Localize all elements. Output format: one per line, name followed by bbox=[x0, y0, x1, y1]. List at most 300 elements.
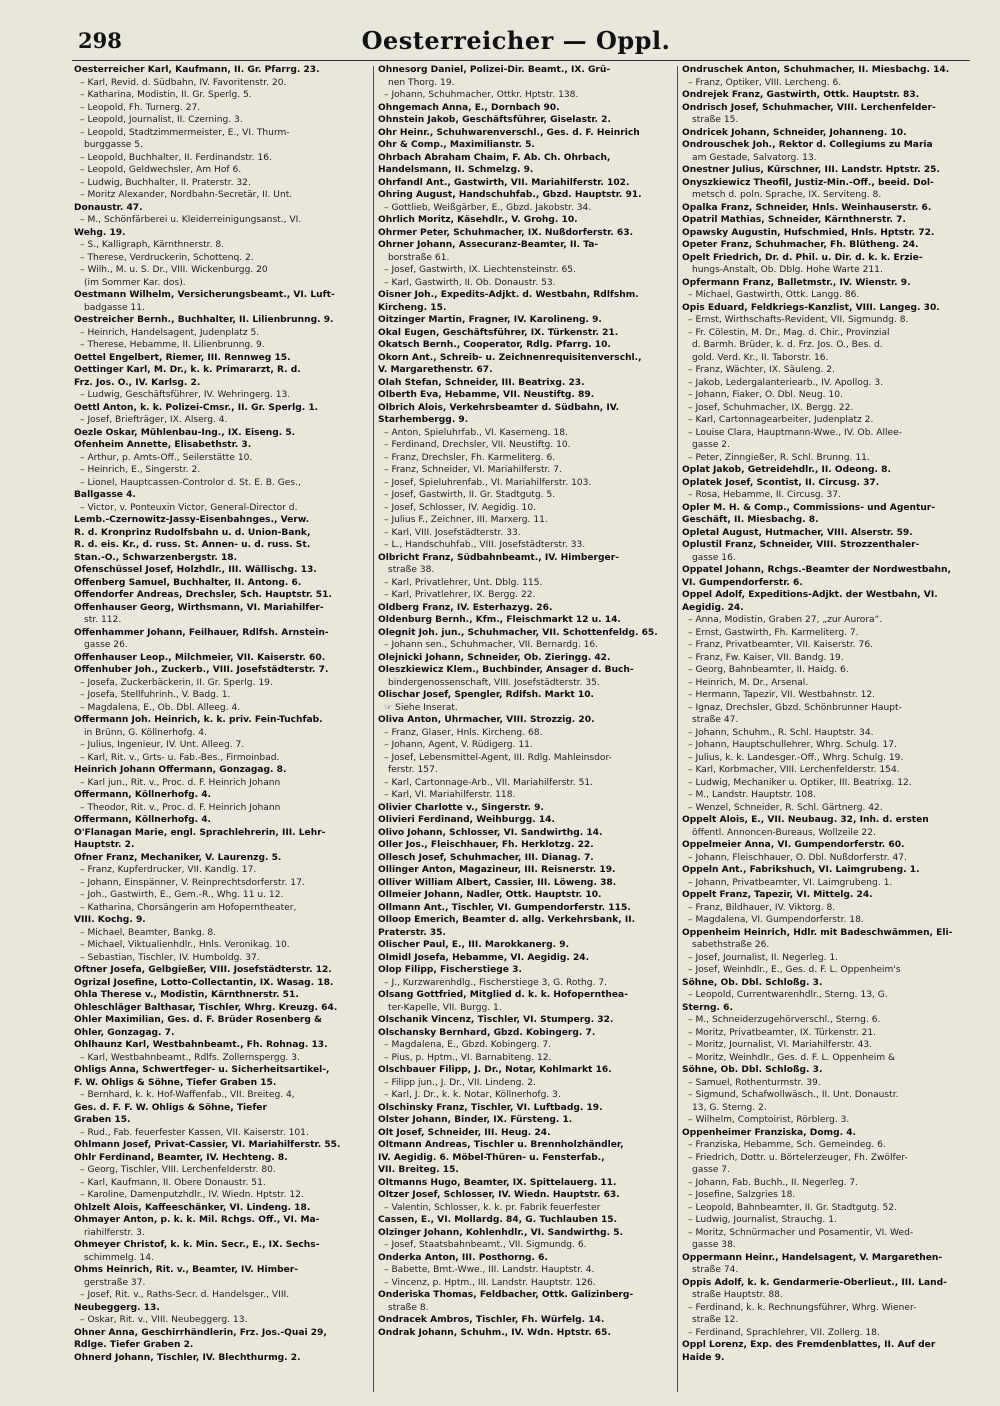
directory-entry-line: burggasse 5. bbox=[84, 140, 143, 150]
directory-entry-line: Ohnesorg Daniel, Polizei-Dir. Beamt., IX. Grü- bbox=[378, 65, 611, 75]
directory-entry-line: Wehg. 19. bbox=[74, 227, 126, 238]
page-header bbox=[72, 26, 960, 62]
header-rule bbox=[72, 60, 970, 61]
directory-entry-line: – Josef, Rit. v., Raths-Secr. d. Handelsger., VIII. bbox=[80, 1290, 290, 1300]
directory-entry-line: – Babette, Bmt.-Wwe., III. Landstr. Hauptstr. 4. bbox=[384, 1265, 595, 1275]
directory-entry-line: Rdlge. Tiefer Graben 2. bbox=[74, 1340, 194, 1350]
directory-entry-line: Ohleschläger Balthasar, Tischler, Whrg. Kreuzg. 64. bbox=[74, 1002, 338, 1013]
directory-entry-line: – Leopold, Fh. Turnerg. 27. bbox=[80, 102, 201, 113]
directory-entry-line: VII. Breiteg. 15. bbox=[378, 1165, 459, 1175]
directory-entry-line: – Josef, Gastwirth, II. Gr. Stadtgutg. 5. bbox=[384, 490, 556, 500]
directory-entry-line: Haide 9. bbox=[682, 1352, 725, 1363]
directory-entry-line: Ohlr Ferdinand, Beamter, IV. Hechteng. 8. bbox=[74, 1152, 288, 1163]
directory-entry-line: – Wilh., M. u. S. Dr., VIII. Wickenburgg. 20 bbox=[80, 265, 268, 275]
directory-entry-line: gold. Verd. Kr., II. Taborstr. 16. bbox=[692, 352, 829, 363]
directory-entry-line: – Josef, Staatsbahnbeamt., VII. Sigmundg. 6. bbox=[384, 1240, 587, 1250]
directory-entry-line: Oettinger Karl, M. Dr., k. k. Primararzt, R. d. bbox=[74, 365, 301, 375]
directory-entry-line: Oppelt Franz, Tapezir, VI. Mittelg. 24. bbox=[682, 890, 873, 900]
directory-entry-line: Oplat Jakob, Getreidehdlr., II. Odeong. 8. bbox=[682, 465, 891, 475]
directory-entry-line: – Karl, VI. Mariahilferstr. 118. bbox=[384, 790, 516, 800]
directory-entry-line: – Franz, Privatbeamter, VII. Kaiserstr. 76. bbox=[688, 640, 874, 650]
directory-entry-line: Ondrouschek Joh., Rektor d. Collegiums zu Maria bbox=[682, 140, 933, 150]
directory-entry-line: – Jakob, Ledergalanteriearb., IV. Apollog. 3. bbox=[688, 377, 884, 388]
directory-entry-line: Aegidig. 24. bbox=[682, 602, 744, 613]
directory-entry-line: Donaustr. 47. bbox=[74, 202, 143, 213]
directory-entry-line: Ondrejek Franz, Gastwirth, Ottk. Hauptstr. 83. bbox=[682, 90, 920, 100]
directory-entry-line: gerstraße 37. bbox=[84, 1277, 146, 1288]
directory-entry-line: – Therese, Hebamme, II. Lilienbrunng. 9. bbox=[80, 340, 265, 350]
directory-entry-line: Opfermann Franz, Balletmstr., IV. Wienstr. 9. bbox=[682, 277, 911, 288]
directory-entry-line: – Karl, Cartonnagearbeiter, Judenplatz 2. bbox=[688, 415, 874, 425]
directory-entry-line: Olischer Paul, E., III. Marokkanerg. 9. bbox=[378, 940, 570, 950]
directory-entry-line: – Karl, Kaufmann, II. Obere Donaustr. 51. bbox=[80, 1177, 266, 1188]
directory-entry-line: – Ferdinand, Drechsler, VII. Neustiftg. 10. bbox=[384, 440, 571, 450]
directory-entry-line: – Anna, Modistin, Graben 27, „zur Aurora“. bbox=[688, 615, 883, 625]
directory-entry-line: – Josef, Weinhdlr., E., Ges. d. F. L. Oppenheim's bbox=[688, 965, 901, 975]
directory-entry-line: – Sebastian, Tischler, IV. Humboldg. 37. bbox=[80, 952, 260, 963]
directory-entry-line: – Ferdinand, Sprachlehrer, VII. Zollerg. 18. bbox=[688, 1327, 880, 1338]
directory-entry-line: – Magdalena, VI. Gumpendorferstr. 18. bbox=[688, 915, 864, 925]
directory-entry-line: straße 8. bbox=[388, 1302, 429, 1313]
directory-entry-line: Oldenburg Bernh., Kfm., Fleischmarkt 12 u. 14. bbox=[378, 615, 621, 625]
directory-entry-line: gasse 38. bbox=[692, 1240, 736, 1250]
directory-entry-line: – Ludwig, Mechaniker u. Optiker, III. Beatrixg. 12. bbox=[688, 777, 912, 788]
directory-entry-line: – J., Kurzwarenhdlg., Fischerstiege 3, G. Rothg. 7. bbox=[384, 977, 608, 988]
directory-entry-line: – Bernhard, k. k. Hof-Waffenfab., VII. Breiteg. 4, bbox=[80, 1090, 295, 1100]
directory-entry-line: IV. Aegidig. 6. Möbel-Thüren- u. Fensterfab., bbox=[378, 1152, 605, 1163]
directory-entry-line: R. d. eis. Kr., d. russ. St. Annen- u. d. russ. St. bbox=[74, 540, 311, 550]
directory-entry-line: – Johann, Hauptschullehrer, Whrg. Schulg. 17. bbox=[688, 740, 897, 750]
directory-entry-line: Opeter Franz, Schuhmacher, Fh. Blütheng. 24. bbox=[682, 240, 919, 250]
directory-entry-line: Olschbauer Filipp, J. Dr., Notar, Kohlmarkt 16. bbox=[378, 1065, 612, 1075]
directory-entry-line: Opalka Franz, Schneider, Hnls. Weinhauserstr. 6. bbox=[682, 202, 932, 213]
directory-entry-line: Ohr & Comp., Maximilianstr. 5. bbox=[378, 140, 535, 150]
directory-entry-line: Oftner Josefa, Gelbgießer, VIII. Josefstädterstr. 12. bbox=[74, 965, 332, 975]
directory-entry-line: – Johann, Schuhm., R. Schl. Hauptstr. 34. bbox=[688, 727, 874, 738]
directory-entry-line: – Karl, Privatlehrer, Unt. Dblg. 115. bbox=[384, 577, 543, 588]
directory-column-1 bbox=[74, 64, 366, 1394]
directory-entry-line: Opatril Mathias, Schneider, Kärnthnerstr. 7. bbox=[682, 215, 906, 225]
directory-entry-line: – Karl, Cartonnage-Arb., VII. Mariahilferstr. 51. bbox=[384, 777, 594, 788]
directory-entry-line: – Josef, Gastwirth, IX. Liechtensteinstr. 65. bbox=[384, 265, 576, 275]
directory-entry-line: – Franz, Drechsler, Fh. Karmeliterg. 6. bbox=[384, 452, 556, 463]
directory-entry-line: Ohrner Johann, Assecuranz-Beamter, II. Ta- bbox=[378, 240, 599, 250]
directory-entry-line: Ondrak Johann, Schuhm., IV. Wdn. Hptstr. 65. bbox=[378, 1327, 611, 1338]
directory-entry-line: – Leopold, Stadtzimmermeister, E., VI. Thurm- bbox=[80, 127, 290, 138]
directory-entry-line: Ohler, Gonzagag. 7. bbox=[74, 1027, 175, 1038]
directory-entry-line: – Karl, Gastwirth, II. Ob. Donaustr. 53. bbox=[384, 277, 556, 288]
directory-entry-line: Ohrbach Abraham Chaim, F. Ab. Ch. Ohrbach, bbox=[378, 152, 611, 163]
directory-entry-line: – Karl, Privatlehrer, IX. Bergg. 22. bbox=[384, 590, 536, 600]
directory-entry-line: Oppenheimer Franziska, Domg. 4. bbox=[682, 1127, 856, 1138]
directory-entry-line: Olliver William Albert, Cassier, III. Löweng. 38. bbox=[378, 877, 617, 888]
running-title: Oesterreicher — Oppl. bbox=[361, 26, 671, 55]
directory-entry-line: Oppel Adolf, Expeditions-Adjkt. der Westbahn, VI. bbox=[682, 590, 938, 600]
directory-entry-line: Olivieri Ferdinand, Weihburgg. 14. bbox=[378, 815, 555, 825]
directory-entry-line: Ohner Anna, Geschirrhändlerin, Frz. Jos.-Quai 29, bbox=[74, 1327, 327, 1338]
directory-entry-line: straße 38. bbox=[388, 565, 435, 575]
directory-entry-line: – Hermann, Tapezir, VII. Westbahnstr. 12. bbox=[688, 690, 876, 700]
directory-entry-line: Oettel Engelbert, Riemer, III. Rennweg 15. bbox=[74, 352, 291, 363]
directory-entry-line: Ogrizal Josefine, Lotto-Collectantin, IX. Wasag. 18. bbox=[74, 977, 334, 988]
directory-entry-line: – Josef, Schuhmacher, IX. Bergg. 22. bbox=[688, 402, 854, 413]
directory-entry-line: Ohms Heinrich, Rit. v., Beamter, IV. Himber- bbox=[74, 1265, 299, 1275]
directory-entry-line: Offenhauser Georg, Wirthsmann, VI. Mariahilfer- bbox=[74, 602, 324, 613]
directory-entry-line: – Rosa, Hebamme, II. Circusg. 37. bbox=[688, 490, 841, 500]
directory-entry-line: straße 12. bbox=[692, 1315, 739, 1325]
directory-entry-line: – Michael, Viktualienhdlr., Hnls. Veronikag. 10. bbox=[80, 940, 290, 950]
directory-entry-line: Onyszkiewicz Theofil, Justiz-Min.-Off., beeid. Dol- bbox=[682, 177, 934, 188]
directory-entry-line: Olt Josef, Schneider, III. Heug. 24. bbox=[378, 1127, 551, 1138]
directory-entry-line: Olegnit Joh. jun., Schuhmacher, VII. Schottenfeldg. 65. bbox=[378, 627, 658, 638]
directory-entry-line: Onestner Julius, Kürschner, III. Landstr. Hptstr. 25. bbox=[682, 165, 940, 175]
directory-entry-line: – Josef, Briefträger, IX. Alserg. 4. bbox=[80, 415, 228, 425]
directory-entry-line: Olzinger Johann, Kohlenhdlr., VI. Sandwirthg. 5. bbox=[378, 1227, 624, 1238]
directory-entry-line: Ohmayer Anton, p. k. k. Mil. Rchgs. Off., VI. Ma- bbox=[74, 1215, 320, 1225]
directory-entry-line: – Josef, Journalist, II. Negerleg. 1. bbox=[688, 952, 839, 963]
directory-entry-line: Onderka Anton, III. Posthorng. 6. bbox=[378, 1252, 548, 1263]
directory-entry-line: – Josefa, Stellfuhrinh., V. Badg. 1. bbox=[80, 690, 231, 700]
directory-entry-line: – Michael, Gastwirth, Ottk. Langg. 86. bbox=[688, 290, 860, 300]
directory-entry-line: Offermann, Köllnerhofg. 4. bbox=[74, 815, 212, 825]
directory-entry-line: – Fr. Cölestin, M. Dr., Mag. d. Chir., Provinzial bbox=[688, 327, 890, 338]
directory-entry-line: Opis Eduard, Feldkriegs-Kanzlist, VIII. Langeg. 30. bbox=[682, 302, 940, 313]
directory-entry-line: Oller Jos., Fleischhauer, Fh. Herklotzg. 22. bbox=[378, 840, 594, 850]
directory-entry-line: Oppatel Johann, Rchgs.-Beamter der Nordwestbahn, bbox=[682, 565, 951, 575]
directory-entry-line: – M., Schönfärberei u. Kleiderreinigungsanst., VI. bbox=[80, 215, 302, 225]
directory-entry-line: – Ludwig, Geschäftsführer, IV. Wehringerg. 13. bbox=[80, 390, 291, 400]
directory-columns bbox=[74, 64, 984, 1394]
directory-entry-line: – Franz, Kupferdrucker, VII. Kandlg. 17. bbox=[80, 865, 257, 875]
directory-entry-line: Offenhauser Leop., Milchmeier, VII. Kaiserstr. 60. bbox=[74, 652, 326, 663]
column-divider bbox=[677, 66, 678, 1392]
directory-entry-line: – Therese, Verdruckerin, Schottenq. 2. bbox=[80, 252, 254, 263]
directory-entry-line: Olster Johann, Binder, IX. Fürsteng. 1. bbox=[378, 1115, 573, 1125]
directory-entry-line: – Leopold, Currentwarenhdlr., Sterng. 13, G. bbox=[688, 990, 888, 1000]
directory-entry-line: – Johann, Privatbeamter, VI. Laimgrubeng. 1. bbox=[688, 877, 893, 888]
directory-entry-line: Oleszkiewicz Klem., Buchbinder, Ansager d. Buch- bbox=[378, 665, 634, 675]
directory-entry-line: – Franz, Fw. Kaiser, VII. Bandg. 19. bbox=[688, 652, 844, 663]
directory-entry-line: – Johann, Agent, V. Rüdigerg. 11. bbox=[384, 740, 533, 750]
directory-entry-line: – Karl, Westbahnbeamt., Rdlfs. Zollernspergg. 3. bbox=[80, 1052, 300, 1063]
directory-entry-line: – Karl, J. Dr., k. k. Notar, Köllnerhofg. 3. bbox=[384, 1090, 561, 1100]
directory-entry-line: borstraße 61. bbox=[388, 252, 450, 263]
directory-entry-line: – Johann, Fiaker, O. Dbl. Neug. 10. bbox=[688, 390, 843, 400]
directory-entry-line: – Ludwig, Journalist, Strauchg. 1. bbox=[688, 1215, 837, 1225]
directory-entry-line: Oplustil Franz, Schneider, VIII. Strozzenthaler- bbox=[682, 540, 920, 550]
directory-entry-line: – Vincenz, p. Hptm., III. Landstr. Hauptstr. 126. bbox=[384, 1277, 596, 1288]
directory-entry-line: – Karl, Rit. v., Grts- u. Fab.-Bes., Firmoinbad. bbox=[80, 752, 280, 763]
directory-entry-line: Lemb.-Czernowitz-Jassy-Eisenbahnges., Verw. bbox=[74, 515, 310, 525]
directory-entry-line: Söhne, Ob. Dbl. Schloßg. 3. bbox=[682, 977, 823, 988]
directory-entry-line: straße 15. bbox=[692, 115, 739, 125]
directory-entry-line: – M., Schneiderzugehörverschl., Sterng. 6. bbox=[688, 1015, 881, 1025]
directory-entry-line: Opelt Friedrich, Dr. d. Phil. u. Dir. d. k. k. Erzie- bbox=[682, 252, 923, 263]
directory-entry-line: Starhembergg. 9. bbox=[378, 415, 469, 425]
directory-entry-line: Okal Eugen, Geschäftsführer, IX. Türkenstr. 21. bbox=[378, 327, 619, 338]
directory-entry-line: – Heinrich, E., Singerstr. 2. bbox=[80, 465, 201, 475]
directory-entry-line: – Franz, Optiker, VIII. Lercheng. 6. bbox=[688, 77, 842, 88]
directory-entry-line: Oesterreicher Karl, Kaufmann, II. Gr. Pfarrg. 23. bbox=[74, 65, 320, 75]
directory-entry-line: schimmelg. 14. bbox=[84, 1252, 154, 1263]
directory-entry-line: – Karl, Korbmacher, VIII. Lerchenfelderstr. 154. bbox=[688, 765, 900, 775]
directory-entry-line: – Lionel, Hauptcassen-Controlor d. St. E. B. Ges., bbox=[80, 477, 301, 488]
directory-entry-line: – Franz, Wächter, IX. Säuleng. 2. bbox=[688, 365, 835, 375]
directory-entry-line: Olivier Charlotte v., Singerstr. 9. bbox=[378, 802, 544, 813]
directory-entry-line: Ohligs Anna, Schwertfeger- u. Sicherheitsartikel-, bbox=[74, 1065, 330, 1075]
directory-entry-line: badgasse 11. bbox=[84, 302, 145, 313]
directory-entry-line: gasse 26. bbox=[84, 640, 128, 650]
directory-entry-line: – Katharina, Modistin, II. Gr. Sperlg. 5. bbox=[80, 90, 252, 100]
directory-entry-line: bindergenossenschaft, VIII. Josefstädterstr. 35. bbox=[388, 677, 600, 688]
directory-entry-line: – Leopold, Buchhalter, II. Ferdinandstr. 16. bbox=[80, 152, 272, 163]
directory-entry-line: – Rud., Fab. feuerfester Kassen, VII. Kaiserstr. 101. bbox=[80, 1127, 309, 1138]
directory-entry-line: ter-Kapelle, VII. Burgg. 1. bbox=[388, 1002, 502, 1013]
directory-entry-line: Olmidl Josefa, Hebamme, VI. Aegidig. 24. bbox=[378, 952, 590, 963]
directory-entry-line: – Moritz, Schnürmacher und Posamentir, VI. Wed- bbox=[688, 1227, 914, 1238]
directory-entry-line: Opletal August, Hutmacher, VIII. Alserstr. 59. bbox=[682, 527, 913, 538]
directory-entry-line: – Julius, Ingenieur, IV. Unt. Alleeg. 7. bbox=[80, 740, 245, 750]
directory-entry-line: Ondrisch Josef, Schuhmacher, VIII. Lerchenfelder- bbox=[682, 102, 936, 113]
directory-entry-line: – Johann, Fab. Buchh., II. Negerleg. 7. bbox=[688, 1177, 859, 1188]
directory-entry-line: öffentl. Annoncen-Bureaus, Wollzeile 22. bbox=[692, 827, 876, 838]
directory-entry-line: Oltmann Andreas, Tischler u. Brennholzhändler, bbox=[378, 1140, 624, 1150]
directory-entry-line: R. d. Kronprinz Rudolfsbahn u. d. Union-Bank, bbox=[74, 527, 311, 538]
directory-entry-line: Olbricht Franz, Südbahnbeamt., IV. Himberger- bbox=[378, 552, 619, 563]
directory-entry-line: gasse 16. bbox=[692, 552, 736, 563]
directory-entry-line: Olivo Johann, Schlosser, VI. Sandwirthg. 14. bbox=[378, 827, 603, 838]
directory-entry-line: Opawsky Augustin, Hufschmied, Hnls. Hptstr. 72. bbox=[682, 227, 935, 238]
directory-entry-line: – Julius, k. k. Landesger.-Off., Whrg. Schulg. 19. bbox=[688, 752, 904, 763]
directory-entry-line: metsch d. poln. Sprache, IX. Serviteng. 8. bbox=[692, 190, 882, 200]
directory-entry-line: – Johann sen., Schuhmacher, VII. Bernardg. 16. bbox=[384, 640, 599, 650]
directory-entry-line: – Filipp jun., J. Dr., VII. Lindeng. 2. bbox=[384, 1077, 536, 1088]
directory-entry-line: F. W. Ohligs & Söhne, Tiefer Graben 15. bbox=[74, 1077, 277, 1088]
directory-entry-line: – Victor, v. Ponteuxin Victor, General-Director d. bbox=[80, 502, 298, 513]
directory-entry-line: Ohlmann Josef, Privat-Cassier, VI. Mariahilferstr. 55. bbox=[74, 1140, 341, 1150]
directory-entry-line: – Josefa, Zuckerbäckerin, II. Gr. Sperlg. 19. bbox=[80, 677, 273, 688]
directory-entry-line: Ollinger Anton, Magazineur, III. Reisnerstr. 19. bbox=[378, 865, 616, 875]
directory-entry-line: Cassen, E., VI. Mollardg. 84, G. Tuchlauben 15. bbox=[378, 1215, 618, 1225]
directory-entry-line: Oltzer Josef, Schlosser, IV. Wiedn. Hauptstr. 63. bbox=[378, 1190, 620, 1200]
directory-entry-line: Oppelt Alois, E., VII. Neubaug. 32, Inh. d. ersten bbox=[682, 815, 929, 825]
directory-entry-line: Hauptstr. 2. bbox=[74, 840, 135, 850]
directory-entry-line: – Ludwig, Buchhalter, II. Praterstr. 32. bbox=[80, 177, 251, 188]
directory-entry-line: straße 74. bbox=[692, 1265, 739, 1275]
directory-entry-line: Offenberg Samuel, Buchhalter, II. Antong. 6. bbox=[74, 577, 302, 588]
directory-entry-line: Söhne, Ob. Dbl. Schloßg. 3. bbox=[682, 1065, 823, 1075]
directory-entry-line: Olah Stefan, Schneider, III. Beatrixg. 23. bbox=[378, 377, 585, 388]
directory-entry-line: Ohr Heinr., Schuhwarenverschl., Ges. d. F. Heinrich bbox=[378, 127, 640, 138]
directory-entry-line: straße 47. bbox=[692, 715, 739, 725]
directory-column-2 bbox=[378, 64, 670, 1394]
directory-entry-line: – Moritz, Journalist, VI. Mariahilferstr. 43. bbox=[688, 1040, 873, 1050]
directory-entry-line: – Louise Clara, Hauptmann-Wwe., IV. Ob. Allee- bbox=[688, 427, 903, 438]
directory-entry-line: Olschanik Vincenz, Tischler, VI. Stumperg. 32. bbox=[378, 1015, 614, 1025]
directory-entry-line: Olop Filipp, Fischerstiege 3. bbox=[378, 965, 522, 975]
directory-entry-line: Offenhammer Johann, Feilhauer, Rdlfsh. Arnstein- bbox=[74, 627, 329, 638]
directory-entry-line: Ohrfandl Ant., Gastwirth, VII. Mariahilferstr. 102. bbox=[378, 177, 630, 188]
directory-entry-line: – Gottlieb, Weißgärber, E., Gbzd. Jakobstr. 34. bbox=[384, 202, 592, 213]
directory-entry-line: Ohnerd Johann, Tischler, IV. Blechthurmg. 2. bbox=[74, 1352, 301, 1363]
directory-entry-line: Olloop Emerich, Beamter d. allg. Verkehrsbank, II. bbox=[378, 915, 636, 925]
directory-entry-line: straße Hauptstr. 88. bbox=[692, 1290, 783, 1300]
directory-entry-line: Okatsch Bernh., Cooperator, Rdlg. Pfarrg. 10. bbox=[378, 340, 611, 350]
directory-entry-line: – Karl jun., Rit. v., Proc. d. F. Heinrich Johann bbox=[80, 777, 281, 788]
directory-entry-line: Olberth Eva, Hebamme, VII. Neustiftg. 89. bbox=[378, 390, 595, 400]
directory-entry-line: Frz. Jos. O., IV. Karlsg. 2. bbox=[74, 377, 201, 388]
directory-entry-line: Oezle Oskar, Mühlenbau-Ing., IX. Eiseng. 5. bbox=[74, 427, 296, 438]
directory-entry-line: Ondricek Johann, Schneider, Johanneng. 10. bbox=[682, 127, 907, 138]
directory-entry-line: Olischar Josef, Spengler, Rdlfsh. Markt 10. bbox=[378, 690, 595, 700]
directory-entry-line: Stan.-O., Schwarzenbergstr. 18. bbox=[74, 552, 238, 563]
directory-entry-line: Oppl Lorenz, Exp. des Fremdenblattes, II. Auf der bbox=[682, 1340, 936, 1350]
directory-entry-line: nen Thorg. 19. bbox=[388, 77, 455, 88]
directory-entry-line: – Magdalena, E., Gbzd. Kobingerg. 7. bbox=[384, 1040, 552, 1050]
directory-entry-line: – Moritz, Privatbeamter, IX. Türkenstr. 21. bbox=[688, 1027, 877, 1038]
directory-entry-line: Offendorfer Andreas, Drechsler, Sch. Hauptstr. 51. bbox=[74, 590, 332, 600]
directory-entry-line: – Moritz Alexander, Nordbahn-Secretär, II. Unt. bbox=[80, 190, 293, 200]
directory-entry-line: str. 112. bbox=[84, 615, 122, 625]
directory-entry-line: Oettl Anton, k. k. Polizei-Cmsr., II. Gr. Sperlg. 1. bbox=[74, 402, 319, 413]
directory-entry-line: Oestreicher Bernh., Buchhalter, II. Lilienbrunng. 9. bbox=[74, 315, 334, 325]
directory-entry-line: – Wilhelm, Comptoirist, Rörblerg. 3. bbox=[688, 1115, 850, 1125]
directory-entry-line: Oliva Anton, Uhrmacher, VIII. Strozzig. 20. bbox=[378, 715, 595, 725]
directory-entry-line: riahilferstr. 3. bbox=[84, 1227, 145, 1238]
directory-entry-line: – Ferdinand, k. k. Rechnungsführer, Whrg. Wiener- bbox=[688, 1302, 917, 1313]
directory-entry-line: VIII. Kochg. 9. bbox=[74, 915, 146, 925]
directory-entry-line: – Ernst, Wirthschafts-Revident, VII. Sigmundg. 8. bbox=[688, 315, 909, 325]
directory-entry-line: Oppermann Heinr., Handelsagent, V. Margarethen- bbox=[682, 1252, 943, 1263]
directory-entry-line: Okorn Ant., Schreib- u. Zeichnenrequisitenverschl., bbox=[378, 352, 642, 363]
directory-entry-line: gasse 7. bbox=[692, 1165, 730, 1175]
directory-entry-line: – Leopold, Geldwechsler, Am Hof 6. bbox=[80, 165, 242, 175]
directory-entry-line: – Franz, Bildhauer, IV. Viktorg. 8. bbox=[688, 902, 836, 913]
directory-entry-line: – Karl, VIII. Josefstädterstr. 33. bbox=[384, 527, 521, 538]
directory-entry-line: Ballgasse 4. bbox=[74, 490, 136, 500]
column-divider bbox=[373, 66, 374, 1392]
directory-entry-line: – Peter, Zinngießer, R. Schl. Brunng. 11. bbox=[688, 452, 870, 463]
directory-entry-line: Ges. d. F. F. W. Ohligs & Söhne, Tiefer bbox=[74, 1102, 267, 1113]
directory-entry-line: Ohler Maximilian, Ges. d. F. Brüder Rosenberg & bbox=[74, 1015, 322, 1025]
directory-entry-line: Geschäft, II. Miesbachg. 8. bbox=[682, 515, 819, 525]
directory-entry-line: Sterng. 6. bbox=[682, 1002, 733, 1013]
directory-entry-line: – Leopold, Journalist, II. Czerning. 3. bbox=[80, 115, 243, 125]
directory-entry-line: Ohlzelt Alois, Kaffeeschänker, VI. Lindeng. 18. bbox=[74, 1202, 311, 1213]
directory-entry-line: Handelsmann, II. Schmelzg. 9. bbox=[378, 165, 534, 175]
directory-entry-line: – Johann, Einspänner, V. Reinprechtsdorferstr. 17. bbox=[80, 877, 305, 888]
directory-entry-line: Oppeln Ant., Fabrikshuch, VI. Laimgrubeng. 1. bbox=[682, 865, 920, 875]
directory-entry-line: Kircheng. 15. bbox=[378, 302, 447, 313]
directory-entry-line: Oitzinger Martin, Fragner, IV. Karolineng. 9. bbox=[378, 315, 602, 325]
directory-entry-line: Oplatek Josef, Scontist, II. Circusg. 37. bbox=[682, 477, 880, 488]
directory-entry-line: – Ernst, Gastwirth, Fh. Karmeliterg. 7. bbox=[688, 627, 859, 638]
directory-entry-line: – Franziska, Hebamme, Sch. Gemeindeg. 6. bbox=[688, 1140, 886, 1150]
directory-entry-line: Ofner Franz, Mechaniker, V. Laurenzg. 5. bbox=[74, 852, 282, 863]
directory-entry-line: – Valentin, Schlosser, k. k. pr. Fabrik feuerfester bbox=[384, 1202, 601, 1213]
directory-entry-line: – L., Handschuhfab., VIII. Josefstädterstr. 33. bbox=[384, 540, 586, 550]
directory-entry-line: Olsang Gottfried, Mitglied d. k. k. Hofopernthea- bbox=[378, 990, 628, 1000]
directory-entry-line: – Franz, Glaser, Hnls. Kircheng. 68. bbox=[384, 727, 543, 738]
directory-entry-line: – Franz, Schneider, VI. Mariahilferstr. 7. bbox=[384, 465, 562, 475]
directory-entry-line: – Josef, Spieluhrenfab., VI. Mariahilferstr. 103. bbox=[384, 477, 592, 488]
directory-entry-line: Oltmanns Hugo, Beamter, IX. Spittelauerg. 11. bbox=[378, 1177, 617, 1188]
directory-entry-line: 13, G. Sterng. 2. bbox=[692, 1102, 767, 1113]
directory-entry-line: ☞ Siehe Inserat. bbox=[384, 702, 458, 713]
directory-entry-line: – Magdalena, E., Ob. Dbl. Alleeg. 4. bbox=[80, 702, 241, 713]
directory-entry-line: Ollesch Josef, Schuhmacher, III. Dianag. 7. bbox=[378, 852, 594, 863]
directory-entry-line: Olejnicki Johann, Schneider, Ob. Zieringg. 42. bbox=[378, 652, 611, 663]
directory-entry-line: Onderiska Thomas, Feldbacher, Ottk. Galizinberg- bbox=[378, 1290, 634, 1300]
directory-entry-line: Ohrlich Moritz, Käsehdlr., V. Grohg. 10. bbox=[378, 215, 578, 225]
directory-entry-line: d. Barmh. Brüder, k. d. Frz. Jos. O., Bes. d. bbox=[692, 340, 883, 350]
directory-entry-line: Praterstr. 35. bbox=[378, 927, 446, 938]
directory-entry-line: – Georg, Bahnbeamter, II. Haidg. 6. bbox=[688, 665, 849, 675]
directory-entry-line: – Johann, Fleischhauer, O. Dbl. Nußdorferstr. 47. bbox=[688, 852, 907, 863]
directory-entry-line: – Oskar, Rit. v., VIII. Neubeggerg. 13. bbox=[80, 1315, 248, 1325]
directory-entry-line: Ondruschek Anton, Schuhmacher, II. Miesbachg. 14. bbox=[682, 65, 950, 75]
directory-entry-line: – Josefine, Salzgries 18. bbox=[688, 1190, 796, 1200]
page-number: 298 bbox=[78, 28, 122, 53]
directory-entry-line: – Josef, Lebensmittel-Agent, III. Rdlg. Mahleinsdor- bbox=[384, 752, 612, 763]
directory-entry-line: – Pius, p. Hptm., VI. Barnabiteng. 12. bbox=[384, 1052, 552, 1063]
directory-entry-line: Ohngemach Anna, E., Dornbach 90. bbox=[378, 102, 560, 113]
directory-entry-line: – Johann, Schuhmacher, Ottkr. Hptstr. 138. bbox=[384, 90, 579, 100]
directory-entry-line: Ohnstein Jakob, Geschäftsführer, Giselastr. 2. bbox=[378, 115, 611, 125]
directory-entry-line: – Michael, Beamter, Bankg. 8. bbox=[80, 927, 217, 938]
directory-entry-line: – Heinrich, M. Dr., Arsenal. bbox=[688, 677, 809, 688]
directory-entry-line: Ohlhaunz Karl, Westbahnbeamt., Fh. Rohnag. 13. bbox=[74, 1040, 328, 1050]
directory-entry-line: V. Margarethenstr. 67. bbox=[378, 365, 493, 375]
directory-entry-line: Ollmann Ant., Tischler, VI. Gumpendorferstr. 115. bbox=[378, 902, 631, 913]
directory-entry-line: Olschinsky Franz, Tischler, VI. Luftbadg. 19. bbox=[378, 1102, 603, 1113]
directory-entry-line: Oppelmeier Anna, VI. Gumpendorferstr. 60. bbox=[682, 840, 905, 850]
directory-entry-line: – Anton, Spieluhrfab., VI. Kaserneng. 18. bbox=[384, 427, 568, 438]
directory-entry-line: Olschansky Bernhard, Gbzd. Kobingerg. 7. bbox=[378, 1027, 596, 1038]
directory-entry-line: Olbrich Alois, Verkehrsbeamter d. Südbahn, IV. bbox=[378, 402, 620, 413]
directory-entry-line: – Sigmund, Schafwollwäsch., II. Unt. Donaustr. bbox=[688, 1090, 899, 1100]
directory-entry-line: Ofenschüssel Josef, Holzhdlr., III. Wällischg. 13. bbox=[74, 565, 317, 575]
directory-entry-line: Ofenheim Annette, Elisabethstr. 3. bbox=[74, 440, 252, 450]
directory-entry-line: – Theodor, Rit. v., Proc. d. F. Heinrich Johann bbox=[80, 802, 281, 813]
directory-entry-line: Neubeggerg. 13. bbox=[74, 1302, 160, 1313]
directory-entry-line: – M., Landstr. Hauptstr. 108. bbox=[688, 790, 816, 800]
directory-entry-line: Offermann Joh. Heinrich, k. k. priv. Fein-Tuchfab. bbox=[74, 715, 323, 725]
directory-entry-line: Ohla Therese v., Modistin, Kärnthnerstr. 51. bbox=[74, 990, 299, 1000]
directory-entry-line: in Brünn, G. Köllnerhofg. 4. bbox=[84, 727, 207, 738]
directory-entry-line: sabethstraße 26. bbox=[692, 940, 770, 950]
directory-entry-line: – Josef, Schlosser, IV. Aegidig. 10. bbox=[384, 502, 536, 513]
directory-entry-line: – Ignaz, Drechsler, Gbzd. Schönbrunner Haupt- bbox=[688, 702, 902, 713]
directory-entry-line: Ohmeyer Christof, k. k. Min. Secr., E., IX. Sechs- bbox=[74, 1240, 320, 1250]
directory-entry-line: – Heinrich, Handelsagent, Judenplatz 5. bbox=[80, 327, 260, 338]
directory-entry-line: – Joh., Gastwirth, E., Gem.-R., Whg. 11 u. 12. bbox=[80, 890, 284, 900]
directory-entry-line: – Arthur, p. Amts-Off., Seilerstätte 10. bbox=[80, 452, 253, 463]
directory-entry-line: Ondracek Ambros, Tischler, Fh. Würfelg. 14. bbox=[378, 1315, 605, 1325]
directory-entry-line: – Samuel, Rothenturmstr. 39. bbox=[688, 1077, 821, 1088]
directory-entry-line: Oppenheim Heinrich, Hdlr. mit Badeschwämmen, Eli- bbox=[682, 927, 953, 938]
directory-entry-line: – Wenzel, Schneider, R. Schl. Gärtnerg. 42. bbox=[688, 802, 883, 813]
directory-entry-line: Oisner Joh., Expedits-Adjkt. d. Westbahn, Rdlfshm. bbox=[378, 290, 639, 300]
directory-entry-line: – S., Kalligraph, Kärnthnerstr. 8. bbox=[80, 240, 225, 250]
directory-entry-line: hungs-Anstalt, Ob. Dblg. Hohe Warte 211. bbox=[692, 265, 883, 275]
directory-entry-line: – Katharina, Chorsängerin am Hofoperntheater, bbox=[80, 902, 297, 913]
directory-entry-line: – Friedrich, Dottr. u. Börtelerzeuger, Fh. Zwölfer- bbox=[688, 1152, 908, 1163]
directory-entry-line: Oppis Adolf, k. k. Gendarmerie-Oberlieut., III. Land- bbox=[682, 1277, 947, 1288]
directory-entry-line: – Moritz, Weinhdlr., Ges. d. F. L. Oppenheim & bbox=[688, 1052, 896, 1063]
directory-entry-line: Ohrmer Peter, Schuhmacher, IX. Nußdorferstr. 63. bbox=[378, 227, 634, 238]
directory-column-3 bbox=[682, 64, 982, 1394]
